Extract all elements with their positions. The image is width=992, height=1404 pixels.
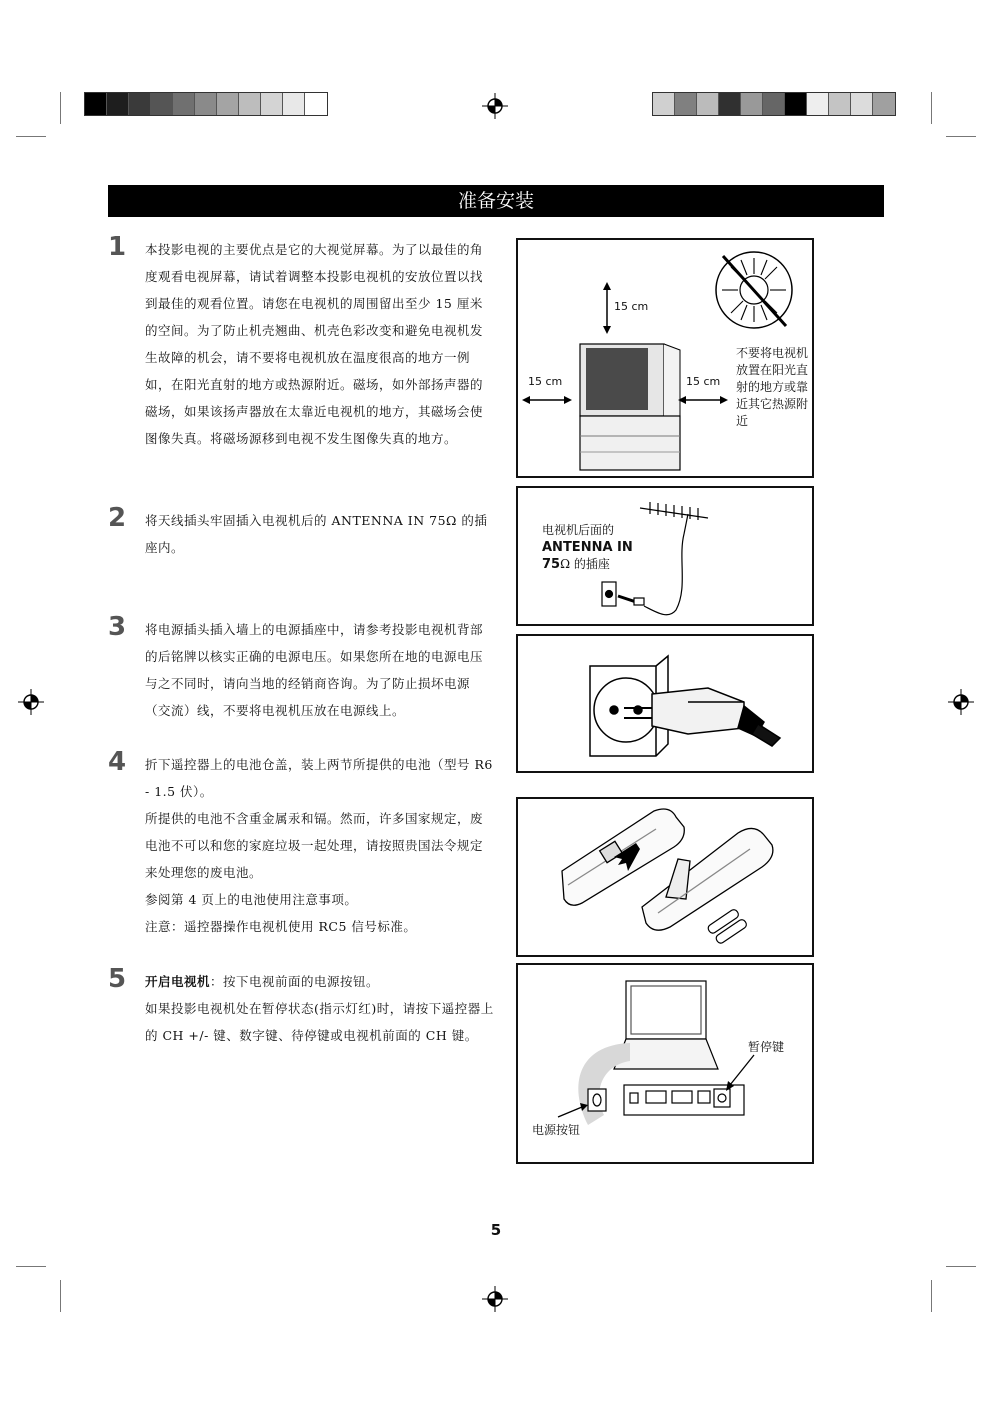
registration-mark-icon [948,689,974,715]
page-title: 准备安装 [108,185,884,217]
crop-mark [946,1266,976,1267]
antenna-ohm-suffix: Ω 的插座 [560,557,610,571]
placement-caption: 不要将电视机放置在阳光直射的地方或靠近其它热源附近 [736,346,809,428]
antenna-label-line2: ANTENNA IN [542,540,633,555]
color-bar-left [84,92,328,116]
battery-icon [707,908,748,944]
step-lead-suffix: ：按下电视前面的电源按钮。 [210,974,380,989]
step-number: 5 [108,964,127,994]
top-gap-label: 15 cm [614,300,649,313]
standby-button-label: 暂停键 [748,1040,785,1054]
antenna-label-line3 [542,556,610,573]
step-lead: 开启电视机 [145,974,211,989]
figure-antenna [516,486,814,626]
step-number: 2 [108,503,127,533]
figure-placement [516,238,814,478]
step-paragraph: 注意：遥控器操作电视机使用 RC5 信号标准。 [145,919,417,934]
antenna-ohm-value: 75 [542,557,561,572]
registration-mark-icon [18,689,44,715]
step-paragraph: 所提供的电池不含重金属汞和镉。然而，许多国家规定，废电池不可以和您的家庭垃圾一起处理，请按照贵国法令规定来处理您的废电池。 [145,811,484,880]
step-text [145,968,495,1049]
step-number: 1 [108,232,127,262]
crop-mark [16,136,46,137]
sun-prohibited-icon [716,252,792,328]
step-paragraph: 折下遥控器上的电池仓盖，装上两节所提供的电池（型号 R6 - 1.5 伏）。 [145,757,493,799]
power-switch-icon [588,1089,606,1111]
figure-tv-buttons [516,963,814,1164]
crop-mark [16,1266,46,1267]
crop-mark [946,136,976,137]
antenna-label-line1: 电视机后面的 [542,523,615,537]
step-paragraph: 本投影电视的主要优点是它的大视觉屏幕。为了以最佳的角度观看电视屏幕，请试着调整本投影电视机的安放位置以找到最佳的观看位置。请您在电视机的周围留出至少 15 厘米的空间。为了防止机壳翘曲、机壳色彩改变和避免电视机发生故障的机会，请不要将电视机放在温度很高的地方一例如，在阳光直射的地方或热源附近。磁场，如外部扬声器的磁场，如果该扬声器放在太靠近电视机的地方，其磁场会使图像失真。将磁场源移到电视不发生图像失真的地方。 [145,242,484,446]
power-button-label: 电源按钮 [532,1123,581,1137]
top-gap-arrow [603,282,611,334]
step-text [145,236,495,452]
step-paragraph [145,968,495,995]
antenna-icon [640,502,708,615]
step-number: 4 [108,747,127,777]
page-number: 5 [490,1221,502,1239]
crop-mark [931,1280,932,1312]
figure-power-plug [516,634,814,773]
right-gap-label: 15 cm [686,375,721,388]
left-gap-label: 15 cm [528,375,563,388]
registration-mark-icon [482,1286,508,1312]
step-number: 3 [108,612,127,642]
color-bar-right [652,92,896,116]
step-paragraph: 参阅第 4 页上的电池使用注意事项。 [145,892,358,907]
step-text [145,507,495,561]
step-text [145,616,495,724]
step-text [145,751,495,940]
crop-mark [60,1280,61,1312]
crop-mark [60,92,61,124]
crop-mark [931,92,932,124]
step-paragraph: 将电源插头插入墙上的电源插座中，请参考投影电视机背部的后铭牌以核实正确的电源电压。如果您所在地的电源电压与之不同时，请向当地的经销商咨询。为了防止损坏电源（交流）线，不要将电视机压放在电源线上。 [145,622,484,718]
registration-mark-icon [482,93,508,119]
step-paragraph: 如果投影电视机处在暂停状态(指示灯红)时，请按下遥控器上的 CH +/- 键、数字键、待停键或电视机前面的 CH 键。 [145,1001,494,1043]
projection-tv-drawing [580,344,680,470]
figure-remote-batteries [516,797,814,957]
step-paragraph: 将天线插头牢固插入电视机后的 ANTENNA IN 75Ω 的插座内。 [145,513,488,555]
wall-socket-icon [602,582,644,606]
